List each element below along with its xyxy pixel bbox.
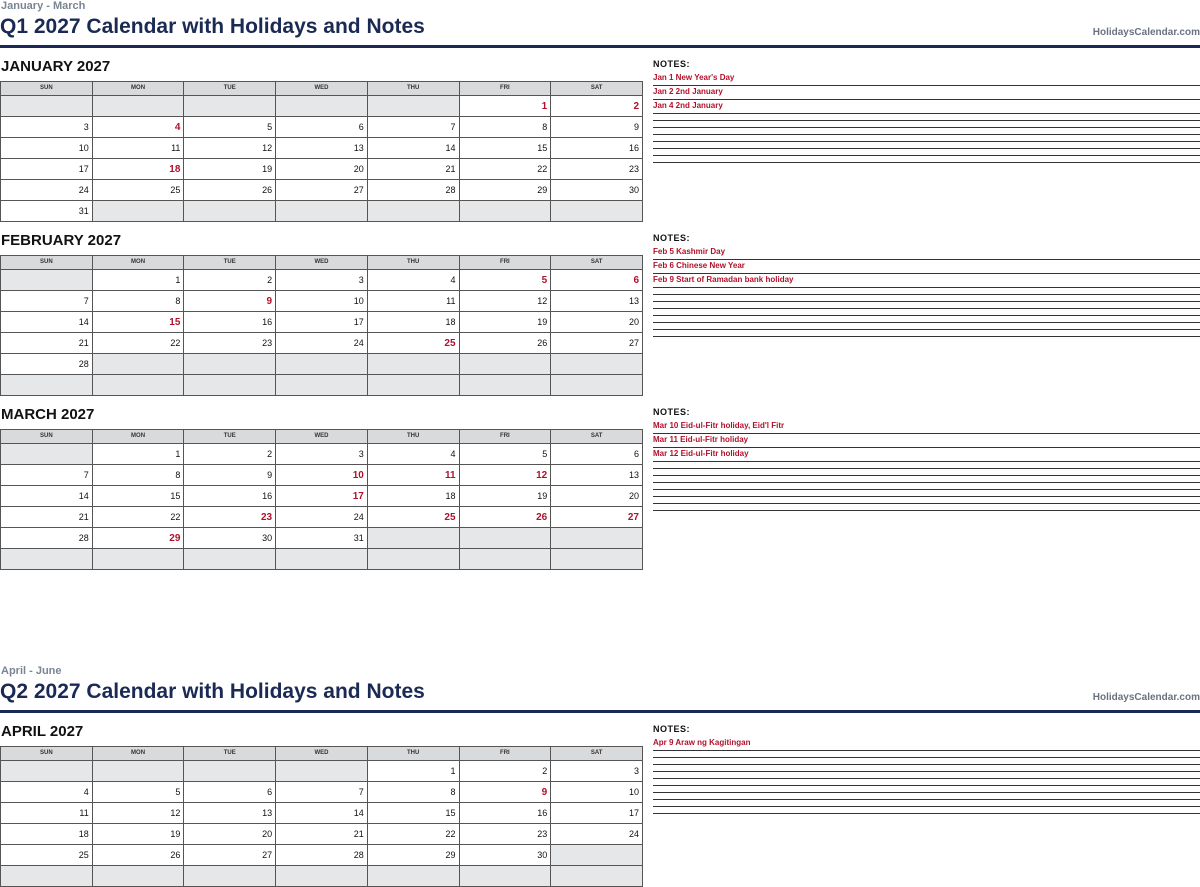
empty-day-cell bbox=[551, 866, 643, 887]
note-entry[interactable]: Jan 4 2nd January bbox=[653, 100, 1200, 114]
day-cell[interactable]: 27 bbox=[551, 333, 643, 354]
empty-day-cell bbox=[551, 201, 643, 222]
note-line[interactable] bbox=[653, 504, 1200, 511]
empty-day-cell bbox=[1, 270, 93, 291]
day-cell[interactable]: 9 bbox=[184, 465, 276, 486]
empty-day-cell bbox=[459, 354, 551, 375]
day-cell[interactable]: 19 bbox=[184, 159, 276, 180]
week-row bbox=[1, 845, 643, 866]
weekday-header-row bbox=[1, 430, 643, 444]
week-row bbox=[1, 138, 643, 159]
weekday-header: SUN bbox=[1, 430, 93, 444]
holiday-day-cell[interactable]: 6 bbox=[551, 270, 643, 291]
empty-day-cell bbox=[367, 866, 459, 887]
quarter-title: Q1 2027 Calendar with Holidays and Notes bbox=[0, 15, 425, 38]
day-cell[interactable]: 29 bbox=[459, 180, 551, 201]
month-title: APRIL 2027 bbox=[1, 723, 84, 740]
day-cell[interactable]: 8 bbox=[92, 465, 184, 486]
day-cell[interactable]: 20 bbox=[276, 159, 368, 180]
day-cell[interactable]: 29 bbox=[367, 845, 459, 866]
empty-day-cell bbox=[184, 761, 276, 782]
holiday-day-cell[interactable]: 29 bbox=[92, 528, 184, 549]
weekday-header: WED bbox=[276, 256, 368, 270]
weekday-header: MON bbox=[92, 430, 184, 444]
note-line[interactable] bbox=[653, 497, 1200, 504]
day-cell[interactable]: 14 bbox=[1, 486, 93, 507]
empty-day-cell bbox=[1, 375, 93, 396]
day-cell[interactable]: 24 bbox=[1, 180, 93, 201]
weekday-header: SAT bbox=[551, 256, 643, 270]
weekday-header: WED bbox=[276, 82, 368, 96]
notes-panel bbox=[653, 723, 1200, 814]
notes-heading: NOTES: bbox=[653, 59, 691, 69]
empty-day-cell bbox=[1, 96, 93, 117]
weekday-header: SUN bbox=[1, 256, 93, 270]
empty-day-cell bbox=[1, 761, 93, 782]
brand-link[interactable]: HolidaysCalendar.com bbox=[1092, 692, 1200, 703]
note-entry[interactable]: Jan 1 New Year's Day bbox=[653, 72, 1200, 86]
note-line[interactable] bbox=[653, 142, 1200, 149]
week-row bbox=[1, 761, 643, 782]
empty-day-cell bbox=[459, 549, 551, 570]
day-cell[interactable]: 21 bbox=[1, 507, 93, 528]
month-grid bbox=[0, 429, 643, 570]
day-cell[interactable]: 4 bbox=[1, 782, 93, 803]
holiday-day-cell[interactable]: 26 bbox=[459, 507, 551, 528]
holiday-day-cell[interactable]: 9 bbox=[459, 782, 551, 803]
note-line[interactable] bbox=[653, 156, 1200, 163]
note-line[interactable] bbox=[653, 758, 1200, 765]
empty-day-cell bbox=[367, 96, 459, 117]
title-divider bbox=[0, 710, 1200, 713]
day-cell[interactable]: 16 bbox=[551, 138, 643, 159]
day-cell[interactable]: 6 bbox=[551, 444, 643, 465]
month-title: JANUARY 2027 bbox=[1, 58, 111, 75]
day-cell[interactable]: 15 bbox=[367, 803, 459, 824]
day-cell[interactable]: 22 bbox=[92, 333, 184, 354]
month-grid bbox=[0, 81, 643, 222]
empty-day-cell bbox=[92, 201, 184, 222]
note-line[interactable] bbox=[653, 772, 1200, 779]
day-cell[interactable]: 13 bbox=[276, 138, 368, 159]
day-cell[interactable]: 12 bbox=[184, 138, 276, 159]
month-title: MARCH 2027 bbox=[1, 406, 95, 423]
day-cell[interactable]: 18 bbox=[367, 312, 459, 333]
week-row bbox=[1, 354, 643, 375]
weekday-header-row bbox=[1, 256, 643, 270]
holiday-day-cell[interactable]: 2 bbox=[551, 96, 643, 117]
day-cell[interactable]: 24 bbox=[551, 824, 643, 845]
quarter-subtitle: January - March bbox=[1, 0, 86, 12]
weekday-header: WED bbox=[276, 747, 368, 761]
day-cell[interactable]: 22 bbox=[92, 507, 184, 528]
holiday-day-cell[interactable]: 15 bbox=[92, 312, 184, 333]
holiday-day-cell[interactable]: 18 bbox=[92, 159, 184, 180]
day-cell[interactable]: 28 bbox=[1, 528, 93, 549]
day-cell[interactable]: 5 bbox=[92, 782, 184, 803]
day-cell[interactable]: 16 bbox=[184, 486, 276, 507]
day-cell[interactable]: 1 bbox=[92, 270, 184, 291]
empty-day-cell bbox=[276, 761, 368, 782]
holiday-day-cell[interactable]: 4 bbox=[92, 117, 184, 138]
day-cell[interactable]: 26 bbox=[184, 180, 276, 201]
empty-day-cell bbox=[551, 528, 643, 549]
weekday-header: THU bbox=[367, 82, 459, 96]
day-cell[interactable]: 28 bbox=[276, 845, 368, 866]
month-grid bbox=[0, 255, 643, 396]
notes-heading: NOTES: bbox=[653, 724, 691, 734]
day-cell[interactable]: 28 bbox=[367, 180, 459, 201]
empty-day-cell bbox=[276, 201, 368, 222]
day-cell[interactable]: 9 bbox=[551, 117, 643, 138]
week-row bbox=[1, 549, 643, 570]
holiday-day-cell[interactable]: 25 bbox=[367, 333, 459, 354]
week-row bbox=[1, 486, 643, 507]
note-entry[interactable]: Feb 9 Start of Ramadan bank holiday bbox=[653, 274, 1200, 288]
empty-day-cell bbox=[1, 444, 93, 465]
week-row bbox=[1, 866, 643, 887]
month-grid bbox=[0, 746, 643, 887]
week-row bbox=[1, 782, 643, 803]
week-row bbox=[1, 159, 643, 180]
note-line[interactable] bbox=[653, 121, 1200, 128]
day-cell[interactable]: 3 bbox=[276, 444, 368, 465]
day-cell[interactable]: 15 bbox=[92, 486, 184, 507]
week-row bbox=[1, 465, 643, 486]
day-cell[interactable]: 18 bbox=[1, 824, 93, 845]
day-cell[interactable]: 16 bbox=[184, 312, 276, 333]
weekday-header: SAT bbox=[551, 82, 643, 96]
day-cell[interactable]: 14 bbox=[367, 138, 459, 159]
empty-day-cell bbox=[459, 528, 551, 549]
weekday-header: SAT bbox=[551, 747, 643, 761]
empty-day-cell bbox=[367, 201, 459, 222]
note-line[interactable] bbox=[653, 288, 1200, 295]
day-cell[interactable]: 24 bbox=[276, 507, 368, 528]
day-cell[interactable]: 19 bbox=[459, 312, 551, 333]
note-line[interactable] bbox=[653, 786, 1200, 793]
note-line[interactable] bbox=[653, 114, 1200, 121]
day-cell[interactable]: 28 bbox=[1, 354, 93, 375]
weekday-header: FRI bbox=[459, 82, 551, 96]
empty-day-cell bbox=[92, 375, 184, 396]
notes-heading: NOTES: bbox=[653, 233, 691, 243]
day-cell[interactable]: 22 bbox=[459, 159, 551, 180]
day-cell[interactable]: 15 bbox=[459, 138, 551, 159]
holiday-day-cell[interactable]: 11 bbox=[367, 465, 459, 486]
day-cell[interactable]: 20 bbox=[551, 312, 643, 333]
holiday-day-cell[interactable]: 23 bbox=[184, 507, 276, 528]
day-cell[interactable]: 3 bbox=[1, 117, 93, 138]
weekday-header-row bbox=[1, 747, 643, 761]
weekday-header: FRI bbox=[459, 430, 551, 444]
day-cell[interactable]: 4 bbox=[367, 270, 459, 291]
note-line[interactable] bbox=[653, 469, 1200, 476]
weekday-header: MON bbox=[92, 82, 184, 96]
empty-day-cell bbox=[92, 549, 184, 570]
holiday-day-cell[interactable]: 9 bbox=[184, 291, 276, 312]
day-cell[interactable]: 31 bbox=[276, 528, 368, 549]
day-cell[interactable]: 8 bbox=[367, 782, 459, 803]
day-cell[interactable]: 27 bbox=[184, 845, 276, 866]
empty-day-cell bbox=[367, 375, 459, 396]
weekday-header: FRI bbox=[459, 747, 551, 761]
empty-day-cell bbox=[92, 761, 184, 782]
day-cell[interactable]: 31 bbox=[1, 201, 93, 222]
day-cell[interactable]: 13 bbox=[551, 465, 643, 486]
note-line[interactable] bbox=[653, 751, 1200, 758]
day-cell[interactable]: 19 bbox=[92, 824, 184, 845]
day-cell[interactable]: 4 bbox=[367, 444, 459, 465]
empty-day-cell bbox=[459, 375, 551, 396]
empty-day-cell bbox=[551, 354, 643, 375]
day-cell[interactable]: 7 bbox=[276, 782, 368, 803]
day-cell[interactable]: 7 bbox=[1, 291, 93, 312]
day-cell[interactable]: 17 bbox=[1, 159, 93, 180]
day-cell[interactable]: 23 bbox=[184, 333, 276, 354]
empty-day-cell bbox=[276, 375, 368, 396]
week-row bbox=[1, 375, 643, 396]
day-cell[interactable]: 30 bbox=[551, 180, 643, 201]
weekday-header: TUE bbox=[184, 747, 276, 761]
weekday-header-row bbox=[1, 82, 643, 96]
empty-day-cell bbox=[367, 549, 459, 570]
quarter-title: Q2 2027 Calendar with Holidays and Notes bbox=[0, 680, 425, 703]
empty-day-cell bbox=[276, 549, 368, 570]
day-cell[interactable]: 10 bbox=[551, 782, 643, 803]
empty-day-cell bbox=[184, 549, 276, 570]
note-line[interactable] bbox=[653, 462, 1200, 469]
day-cell[interactable]: 13 bbox=[184, 803, 276, 824]
day-cell[interactable]: 1 bbox=[367, 761, 459, 782]
note-line[interactable] bbox=[653, 779, 1200, 786]
weekday-header: THU bbox=[367, 430, 459, 444]
day-cell[interactable]: 10 bbox=[276, 291, 368, 312]
day-cell[interactable]: 6 bbox=[184, 782, 276, 803]
day-cell[interactable]: 27 bbox=[276, 180, 368, 201]
week-row bbox=[1, 96, 643, 117]
weekday-header: FRI bbox=[459, 256, 551, 270]
note-entry[interactable]: Mar 11 Eid-ul-Fitr holiday bbox=[653, 434, 1200, 448]
brand-link[interactable]: HolidaysCalendar.com bbox=[1092, 27, 1200, 38]
note-line[interactable] bbox=[653, 330, 1200, 337]
empty-day-cell bbox=[276, 96, 368, 117]
empty-day-cell bbox=[184, 866, 276, 887]
day-cell[interactable]: 21 bbox=[1, 333, 93, 354]
notes-panel bbox=[653, 232, 1200, 337]
holiday-day-cell[interactable]: 25 bbox=[367, 507, 459, 528]
day-cell[interactable]: 10 bbox=[1, 138, 93, 159]
week-row bbox=[1, 444, 643, 465]
holiday-day-cell[interactable]: 5 bbox=[459, 270, 551, 291]
day-cell[interactable]: 3 bbox=[551, 761, 643, 782]
week-row bbox=[1, 291, 643, 312]
note-line[interactable] bbox=[653, 323, 1200, 330]
note-line[interactable] bbox=[653, 316, 1200, 323]
holiday-day-cell[interactable]: 10 bbox=[276, 465, 368, 486]
notes-panel bbox=[653, 58, 1200, 163]
week-row bbox=[1, 824, 643, 845]
day-cell[interactable]: 30 bbox=[184, 528, 276, 549]
day-cell[interactable]: 3 bbox=[276, 270, 368, 291]
day-cell[interactable]: 2 bbox=[184, 444, 276, 465]
day-cell[interactable]: 2 bbox=[184, 270, 276, 291]
day-cell[interactable]: 26 bbox=[459, 333, 551, 354]
empty-day-cell bbox=[367, 354, 459, 375]
day-cell[interactable]: 11 bbox=[92, 138, 184, 159]
day-cell[interactable]: 12 bbox=[459, 291, 551, 312]
day-cell[interactable]: 11 bbox=[1, 803, 93, 824]
empty-day-cell bbox=[184, 354, 276, 375]
note-entry[interactable]: Feb 5 Kashmir Day bbox=[653, 246, 1200, 260]
empty-day-cell bbox=[92, 354, 184, 375]
month-title: FEBRUARY 2027 bbox=[1, 232, 122, 249]
empty-day-cell bbox=[276, 354, 368, 375]
day-cell[interactable]: 13 bbox=[551, 291, 643, 312]
note-line[interactable] bbox=[653, 483, 1200, 490]
day-cell[interactable]: 18 bbox=[367, 486, 459, 507]
weekday-header: SAT bbox=[551, 430, 643, 444]
weekday-header: THU bbox=[367, 747, 459, 761]
day-cell[interactable]: 7 bbox=[1, 465, 93, 486]
empty-day-cell bbox=[367, 528, 459, 549]
notes-heading: NOTES: bbox=[653, 407, 691, 417]
note-line[interactable] bbox=[653, 309, 1200, 316]
day-cell[interactable]: 8 bbox=[92, 291, 184, 312]
week-row bbox=[1, 803, 643, 824]
day-cell[interactable]: 14 bbox=[276, 803, 368, 824]
week-row bbox=[1, 270, 643, 291]
empty-day-cell bbox=[184, 375, 276, 396]
note-entry[interactable]: Mar 12 Eid-ul-Fitr holiday bbox=[653, 448, 1200, 462]
empty-day-cell bbox=[1, 549, 93, 570]
week-row bbox=[1, 117, 643, 138]
holiday-day-cell[interactable]: 27 bbox=[551, 507, 643, 528]
weekday-header: WED bbox=[276, 430, 368, 444]
week-row bbox=[1, 528, 643, 549]
day-cell[interactable]: 17 bbox=[551, 803, 643, 824]
note-entry[interactable]: Jan 2 2nd January bbox=[653, 86, 1200, 100]
weekday-header: SUN bbox=[1, 747, 93, 761]
day-cell[interactable]: 20 bbox=[551, 486, 643, 507]
weekday-header: TUE bbox=[184, 256, 276, 270]
note-line[interactable] bbox=[653, 128, 1200, 135]
holiday-day-cell[interactable]: 17 bbox=[276, 486, 368, 507]
note-line[interactable] bbox=[653, 302, 1200, 309]
day-cell[interactable]: 20 bbox=[184, 824, 276, 845]
day-cell[interactable]: 12 bbox=[92, 803, 184, 824]
note-line[interactable] bbox=[653, 793, 1200, 800]
week-row bbox=[1, 180, 643, 201]
week-row bbox=[1, 333, 643, 354]
day-cell[interactable]: 5 bbox=[459, 444, 551, 465]
day-cell[interactable]: 5 bbox=[184, 117, 276, 138]
note-line[interactable] bbox=[653, 807, 1200, 814]
weekday-header: MON bbox=[92, 256, 184, 270]
note-line[interactable] bbox=[653, 295, 1200, 302]
day-cell[interactable]: 14 bbox=[1, 312, 93, 333]
empty-day-cell bbox=[92, 96, 184, 117]
weekday-header: MON bbox=[92, 747, 184, 761]
empty-day-cell bbox=[459, 201, 551, 222]
quarter-q2 bbox=[0, 665, 1200, 860]
day-cell[interactable]: 8 bbox=[459, 117, 551, 138]
note-line[interactable] bbox=[653, 476, 1200, 483]
day-cell[interactable]: 25 bbox=[1, 845, 93, 866]
note-line[interactable] bbox=[653, 800, 1200, 807]
empty-day-cell bbox=[276, 866, 368, 887]
holiday-day-cell[interactable]: 12 bbox=[459, 465, 551, 486]
day-cell[interactable]: 16 bbox=[459, 803, 551, 824]
note-line[interactable] bbox=[653, 149, 1200, 156]
day-cell[interactable]: 17 bbox=[276, 312, 368, 333]
empty-day-cell bbox=[92, 866, 184, 887]
note-line[interactable] bbox=[653, 135, 1200, 142]
day-cell[interactable]: 6 bbox=[276, 117, 368, 138]
empty-day-cell bbox=[551, 375, 643, 396]
day-cell[interactable]: 1 bbox=[92, 444, 184, 465]
day-cell[interactable]: 11 bbox=[367, 291, 459, 312]
note-line[interactable] bbox=[653, 490, 1200, 497]
note-entry[interactable]: Apr 9 Araw ng Kagitingan bbox=[653, 737, 1200, 751]
note-line[interactable] bbox=[653, 765, 1200, 772]
day-cell[interactable]: 25 bbox=[92, 180, 184, 201]
day-cell[interactable]: 23 bbox=[551, 159, 643, 180]
day-cell[interactable]: 30 bbox=[459, 845, 551, 866]
week-row bbox=[1, 312, 643, 333]
notes-panel bbox=[653, 406, 1200, 511]
week-row bbox=[1, 507, 643, 528]
day-cell[interactable]: 22 bbox=[367, 824, 459, 845]
weekday-header: SUN bbox=[1, 82, 93, 96]
day-cell[interactable]: 19 bbox=[459, 486, 551, 507]
weekday-header: TUE bbox=[184, 82, 276, 96]
day-cell[interactable]: 21 bbox=[276, 824, 368, 845]
quarter-subtitle: April - June bbox=[1, 665, 62, 677]
empty-day-cell bbox=[551, 845, 643, 866]
empty-day-cell bbox=[551, 549, 643, 570]
week-row bbox=[1, 201, 643, 222]
day-cell[interactable]: 2 bbox=[459, 761, 551, 782]
day-cell[interactable]: 26 bbox=[92, 845, 184, 866]
title-divider bbox=[0, 45, 1200, 48]
day-cell[interactable]: 21 bbox=[367, 159, 459, 180]
weekday-header: TUE bbox=[184, 430, 276, 444]
note-entry[interactable]: Mar 10 Eid-ul-Fitr holiday, Eid'l Fitr bbox=[653, 420, 1200, 434]
day-cell[interactable]: 23 bbox=[459, 824, 551, 845]
empty-day-cell bbox=[1, 866, 93, 887]
day-cell[interactable]: 7 bbox=[367, 117, 459, 138]
empty-day-cell bbox=[184, 201, 276, 222]
weekday-header: THU bbox=[367, 256, 459, 270]
empty-day-cell bbox=[184, 96, 276, 117]
holiday-day-cell[interactable]: 1 bbox=[459, 96, 551, 117]
note-entry[interactable]: Feb 6 Chinese New Year bbox=[653, 260, 1200, 274]
empty-day-cell bbox=[459, 866, 551, 887]
day-cell[interactable]: 24 bbox=[276, 333, 368, 354]
